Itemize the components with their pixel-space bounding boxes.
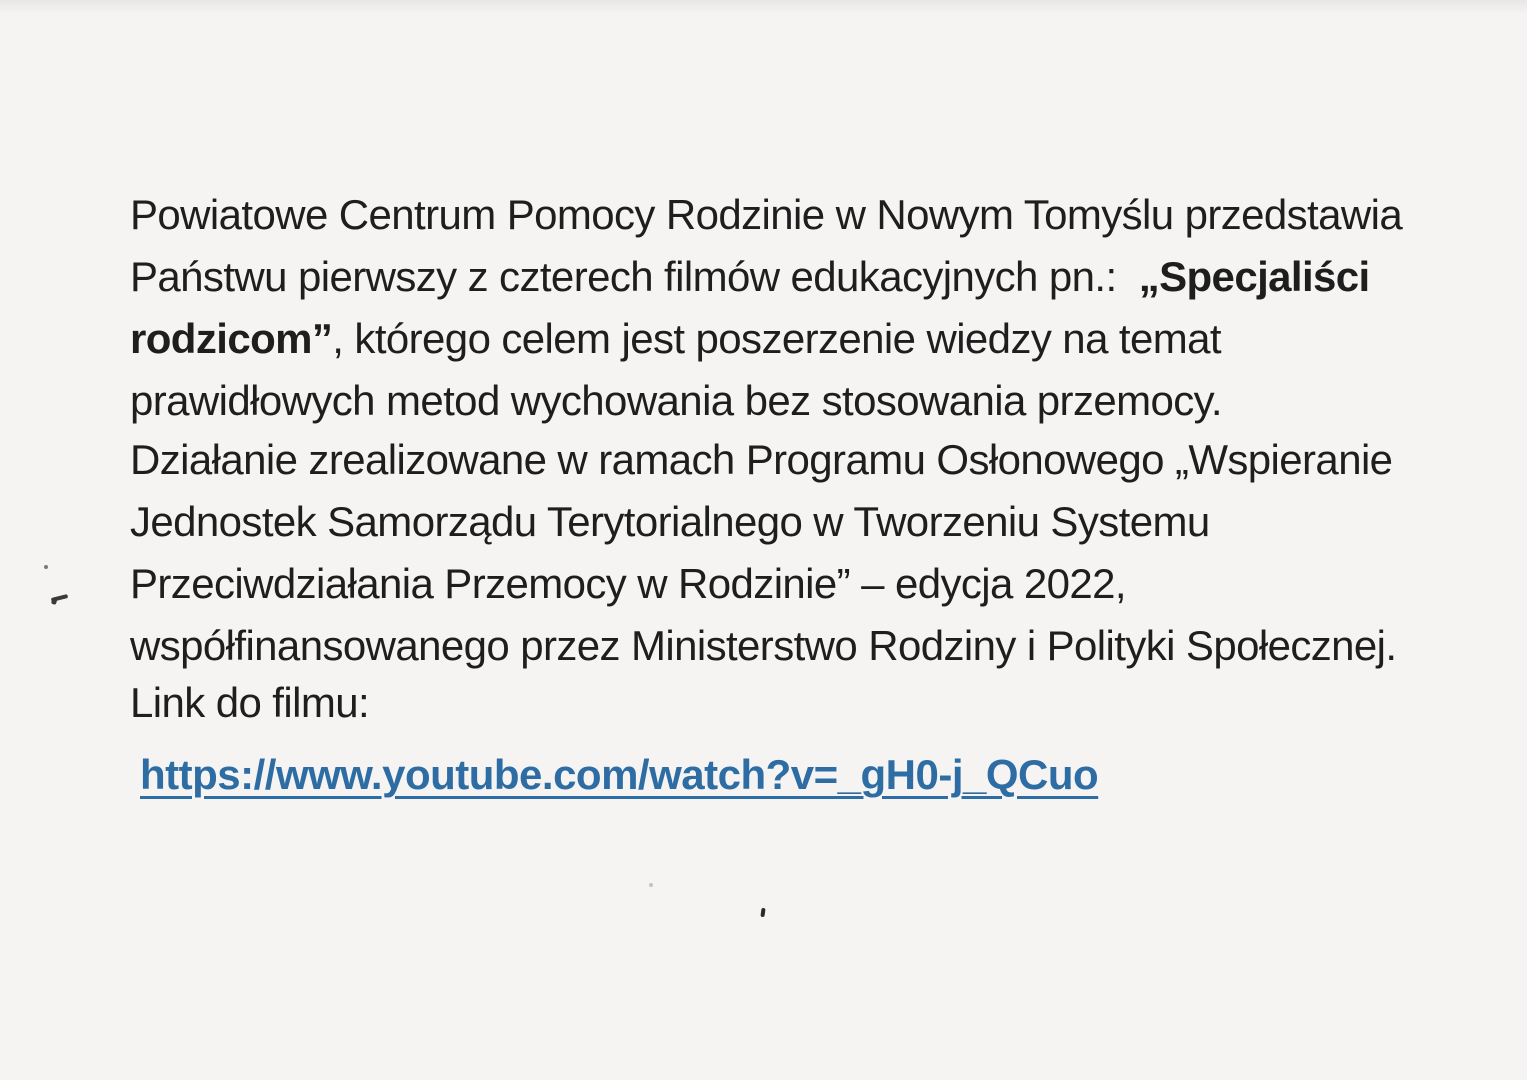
scan-artifact-dot: [44, 565, 48, 569]
paragraph-intro-line-2: [130, 246, 1430, 308]
paragraph-intro-line-3-regular: , którego celem jest poszerzenie wiedzy na temat: [332, 315, 1221, 362]
paragraph-intro-line-4: prawidłowych metod wychowania bez stosowania przemocy.: [130, 377, 1223, 424]
paragraph-intro-line-1: Powiatowe Centrum Pomocy Rodzinie w Nowym Tomyślu przedstawia: [130, 191, 1403, 238]
paragraph-program-line-1: Działanie zrealizowane w ramach Programu Osłonowego „Wspieranie: [130, 436, 1393, 483]
paragraph-program-line-2: Jednostek Samorządu Terytorialnego w Tworzeniu Systemu: [130, 498, 1210, 545]
paragraph-intro: [130, 184, 1430, 432]
paragraph-program-line-4: współfinansowanego przez Ministerstwo Rodziny i Polityki Społecznej.: [130, 622, 1397, 669]
scan-artifact-dark-speck: [760, 908, 765, 917]
link-block: [140, 744, 1440, 806]
paragraph-program-line-3: Przeciwdziałania Przemocy w Rodzinie” – edycja 2022,: [130, 560, 1126, 607]
link-label: Link do filmu:: [130, 679, 370, 726]
scan-edge-shadow: [0, 0, 1527, 14]
film-title-part-2: rodzicom”: [130, 315, 333, 362]
paragraph-intro-line-2-regular: Państwu pierwszy z czterech filmów edukacyjnych pn.:: [130, 253, 1139, 300]
film-title-part-1: „Specjaliści: [1138, 253, 1370, 300]
paragraph-program: [130, 429, 1430, 677]
youtube-link[interactable]: https://www.youtube.com/watch?v=_gH0-j_QCuo: [140, 751, 1099, 798]
scan-artifact-dash: [51, 594, 68, 602]
paragraph-intro-line-3: [130, 308, 1430, 370]
link-label-block: [130, 672, 1430, 734]
scan-artifact-faint-speck: [649, 883, 653, 887]
